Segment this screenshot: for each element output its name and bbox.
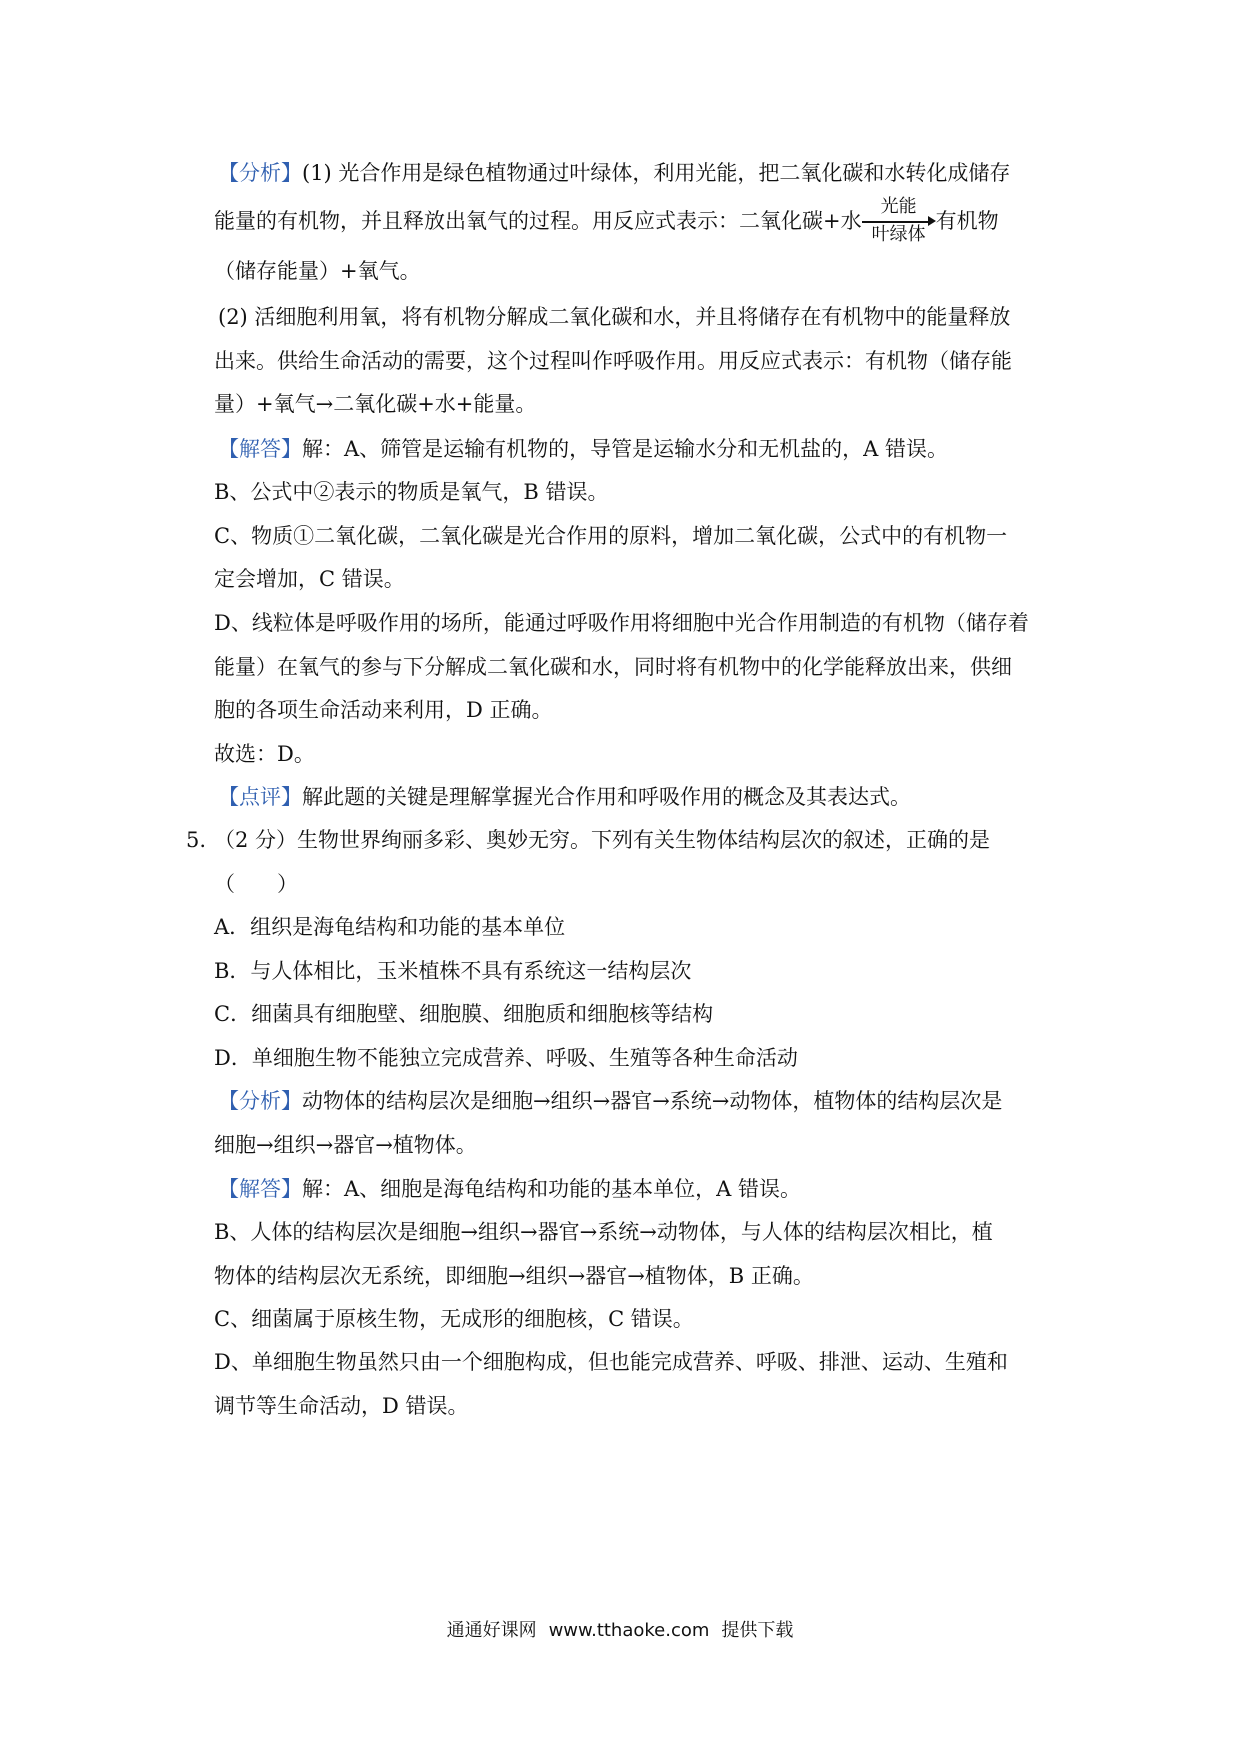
analysis-line: （储存能量）+氧气。 bbox=[214, 259, 421, 283]
comment-tag: 【点评】 bbox=[218, 785, 302, 809]
analysis-line: 出来。供给生命活动的需要，这个过程叫作呼吸作用。用反应式表示：有机物（储存能 bbox=[214, 349, 1012, 373]
analysis-tag: 【分析】 bbox=[218, 1089, 302, 1113]
answer-line: 故选：D。 bbox=[214, 742, 315, 766]
answer-line: B、人体的结构层次是细胞→组织→器官→系统→动物体，与人体的结构层次相比，植 bbox=[214, 1220, 993, 1244]
footer-url: www.tthaoke.com bbox=[548, 1620, 710, 1641]
analysis-line bbox=[218, 1086, 1002, 1116]
answer-line: 定会增加，C 错误。 bbox=[214, 567, 405, 591]
analysis-text: 动物体的结构层次是细胞→组织→器官→系统→动物体，植物体的结构层次是 bbox=[302, 1089, 1003, 1113]
reaction-arrow bbox=[862, 196, 936, 245]
answer-tag: 【解答】 bbox=[218, 437, 302, 461]
option-d: D．单细胞生物不能独立完成营养、呼吸、生殖等各种生命活动 bbox=[214, 1046, 798, 1070]
comment-line bbox=[218, 782, 911, 812]
answer-line: B、公式中②表示的物质是氧气，B 错误。 bbox=[214, 480, 609, 504]
analysis-text: (1) 光合作用是绿色植物通过叶绿体，利用光能，把二氧化碳和水转化成储存 bbox=[302, 161, 1011, 185]
comment-text: 解此题的关键是理解掌握光合作用和呼吸作用的概念及其表达式。 bbox=[302, 785, 911, 809]
question-number: 5. bbox=[186, 828, 207, 852]
option-a: A．组织是海龟结构和功能的基本单位 bbox=[214, 915, 566, 939]
page-footer bbox=[0, 1616, 1240, 1642]
analysis-line: 细胞→组织→器官→植物体。 bbox=[214, 1133, 477, 1157]
answer-line: D、单细胞生物虽然只由一个细胞构成，但也能完成营养、呼吸、排泄、运动、生殖和 bbox=[214, 1350, 1008, 1374]
answer-line: 调节等生命活动，D 错误。 bbox=[214, 1394, 469, 1418]
question-stem: （2 分）生物世界绚丽多彩、奥妙无穷。下列有关生物体结构层次的叙述，正确的是 bbox=[214, 828, 991, 852]
answer-tag: 【解答】 bbox=[218, 1177, 302, 1201]
analysis-line: 量）+氧气→二氧化碳+水+能量。 bbox=[214, 392, 537, 416]
arrow-condition-bottom: 叶绿体 bbox=[871, 224, 926, 245]
analysis-tag: 【分析】 bbox=[218, 161, 302, 185]
analysis-line: (2) 活细胞利用氧，将有机物分解成二氧化碳和水，并且将储存在有机物中的能量释放 bbox=[218, 305, 1011, 329]
answer-line bbox=[218, 1174, 801, 1204]
arrow-condition-top: 光能 bbox=[880, 196, 917, 217]
footer-note: 提供下载 bbox=[721, 1620, 794, 1641]
answer-line: D、线粒体是呼吸作用的场所，能通过呼吸作用将细胞中光合作用制造的有机物（储存着 bbox=[214, 611, 1029, 635]
answer-line: 物体的结构层次无系统，即细胞→组织→器官→植物体，B 正确。 bbox=[214, 1264, 814, 1288]
answer-line: 胞的各项生命活动来利用，D 正确。 bbox=[214, 698, 553, 722]
answer-line: C、物质①二氧化碳，二氧化碳是光合作用的原料，增加二氧化碳，公式中的有机物一 bbox=[214, 524, 1008, 548]
analysis-text: 有机物 bbox=[935, 209, 999, 233]
footer-site-name: 通通好课网 bbox=[446, 1620, 537, 1641]
option-c: C．细菌具有细胞壁、细胞膜、细胞质和细胞核等结构 bbox=[214, 1002, 714, 1026]
answer-text: 解：A、细胞是海龟结构和功能的基本单位，A 错误。 bbox=[302, 1177, 802, 1201]
answer-line bbox=[218, 434, 948, 464]
answer-line: 能量）在氧气的参与下分解成二氧化碳和水，同时将有机物中的化学能释放出来，供细 bbox=[214, 655, 1012, 679]
question-blank: （ ） bbox=[214, 872, 298, 896]
answer-line: C、细菌属于原核生物，无成形的细胞核，C 错误。 bbox=[214, 1307, 694, 1331]
option-b: B．与人体相比，玉米植株不具有系统这一结构层次 bbox=[214, 959, 692, 983]
analysis-text: 能量的有机物，并且释放出氧气的过程。用反应式表示：二氧化碳+水 bbox=[214, 209, 862, 233]
analysis-line bbox=[218, 158, 1010, 188]
answer-text: 解：A、筛管是运输有机物的，导管是运输水分和无机盐的，A 错误。 bbox=[302, 437, 949, 461]
analysis-line bbox=[214, 196, 999, 245]
